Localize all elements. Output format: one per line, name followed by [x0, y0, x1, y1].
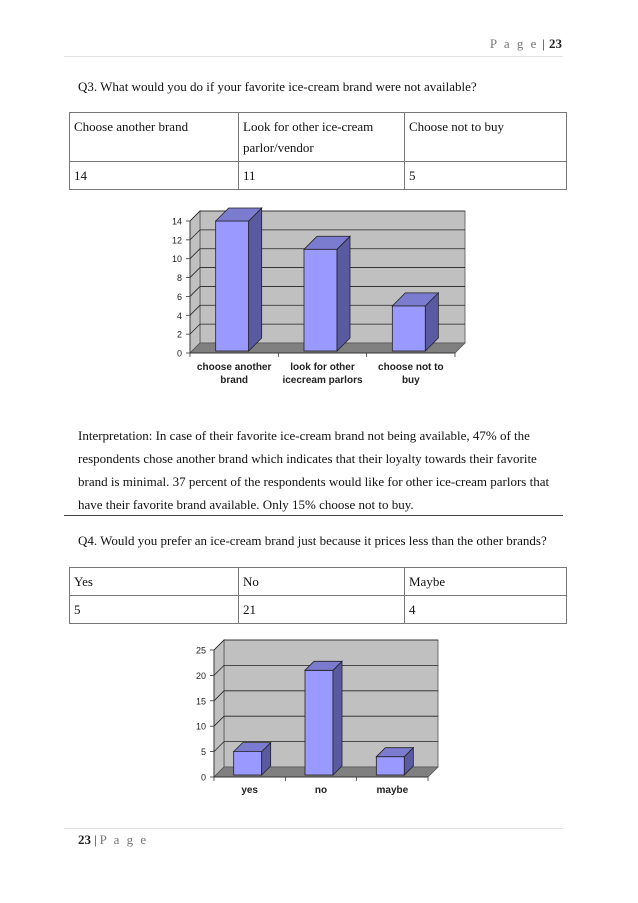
y-tick-label: 14	[171, 216, 182, 227]
y-tick-label: 4	[176, 310, 182, 321]
table-cell: Choose another brand	[70, 113, 239, 162]
q4-question: Q4. Would you prefer an ice-cream brand just because it prices less than the other brands?	[78, 533, 547, 548]
x-tick-label: look for other icecream parlors	[282, 362, 363, 386]
y-tick-label: 10	[171, 254, 182, 265]
y-tick-label: 0	[176, 348, 182, 359]
y-tick-label: 15	[195, 696, 206, 707]
table-cell: Look for other ice-cream parlor/vendor	[239, 113, 405, 162]
bar-side	[333, 661, 342, 775]
x-tick-label: maybe	[376, 785, 409, 796]
page-header: P a g e | 23	[489, 36, 562, 51]
table-cell: 11	[239, 162, 405, 190]
bar-front	[305, 670, 333, 775]
table-cell: No	[239, 568, 405, 596]
y-tick-label: 0	[200, 772, 206, 783]
x-tick-label: choose not to buy	[378, 362, 444, 386]
table-cell: Yes	[70, 568, 239, 596]
bar-front	[376, 757, 404, 775]
table-cell: 4	[405, 596, 567, 624]
y-tick-label: 10	[195, 721, 206, 732]
y-tick-label: 20	[195, 670, 206, 681]
header-page-word: P a g e	[489, 36, 539, 51]
chart-side-wall	[214, 640, 224, 777]
table-cell: Maybe	[405, 568, 567, 596]
page-footer: 23 | P a g e	[78, 832, 149, 847]
table-cell: 14	[70, 162, 239, 190]
footer-page-word: P a g e	[99, 832, 149, 847]
y-tick-label: 12	[171, 235, 182, 246]
table-cell: Choose not to buy	[405, 113, 567, 162]
y-tick-label: 5	[200, 747, 206, 758]
x-tick-label: choose another brand	[196, 362, 272, 386]
footer-page-number: 23	[78, 832, 91, 847]
table-cell: 5	[405, 162, 567, 190]
bar-front	[234, 752, 262, 775]
table-cell: 5	[70, 596, 239, 624]
footer-rule	[64, 828, 563, 829]
y-tick-label: 2	[176, 329, 182, 340]
y-tick-label: 8	[176, 273, 182, 284]
x-tick-label: no	[314, 785, 328, 796]
q3-interpretation: Interpretation: In case of their favorite ice-cream brand not being available, 47% of the respondents chose another brand which indicates that their loyalty towards their favorite brand is minimal. 37 percent of the respondents would like for other ice-cream parlors that have their favorite brand available. Only 15% choose not to buy.	[78, 428, 550, 512]
y-tick-label: 25	[195, 645, 206, 656]
table-cell: 21	[239, 596, 405, 624]
header-page-number: 23	[549, 36, 562, 51]
x-tick-label: yes	[241, 785, 259, 796]
y-tick-label: 6	[176, 291, 182, 302]
q3-question: Q3. What would you do if your favorite ice-cream brand were not available?	[78, 79, 477, 94]
